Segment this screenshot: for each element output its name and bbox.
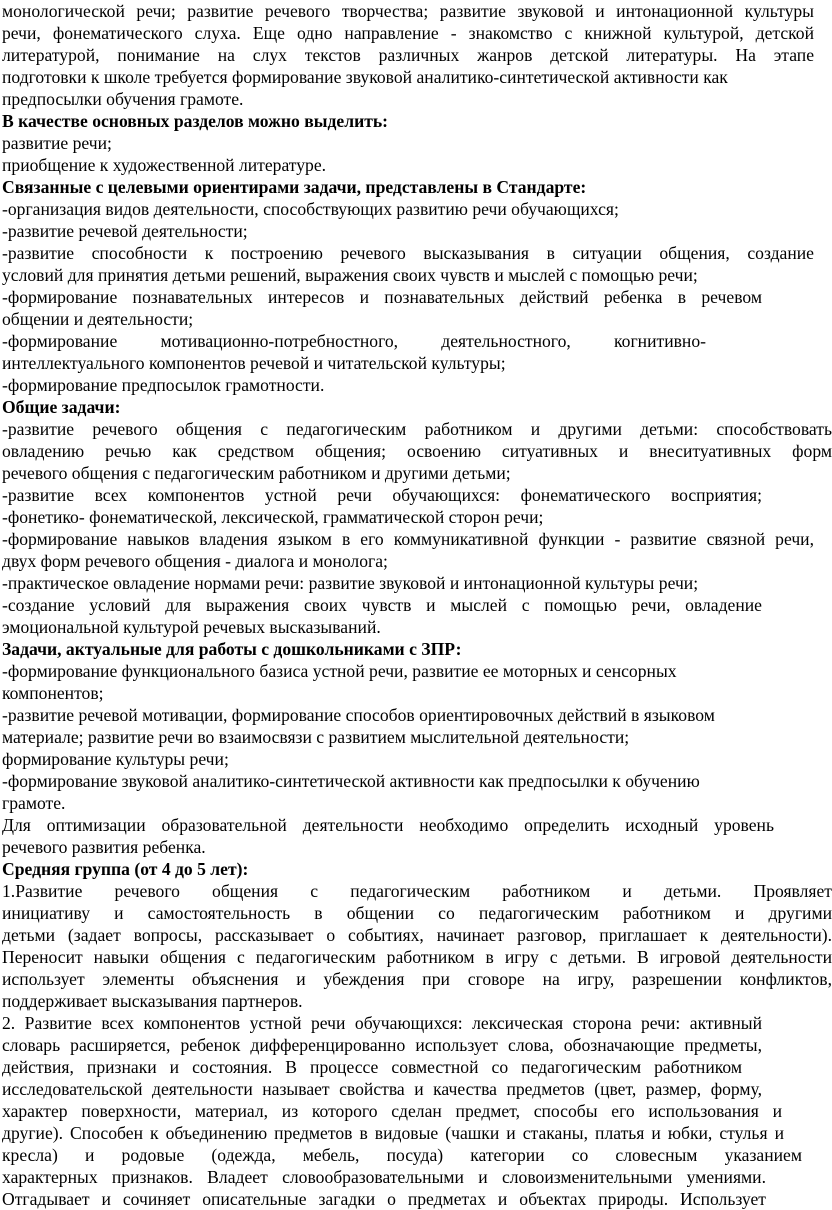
text-line-14: -формирование познавательных интересов и познавательных действий ребенка в речевом (2, 287, 762, 307)
text-line-48: словарь расширяется, ребенок дифференцированно использует слова, обозначающие предметы, (2, 1035, 762, 1055)
text-line-23: -развитие всех компонентов устной речи обучающихся: фонематического восприятия; (2, 485, 762, 505)
text-line-18: -формирование предпосылок грамотности. (2, 375, 325, 395)
text-line-25: -формирование навыков владения языком в его коммуникативной функции - развитие связной речи, (2, 529, 814, 549)
text-line-38: Для оптимизации образовательной деятельности необходимо определить исходный уровень (2, 815, 774, 835)
text-line-45: использует элементы объяснения и убеждения при сговоре на игру, разрешении конфликтов, (2, 969, 832, 989)
text-line-33: -развитие речевой мотивации, формирование способов ориентировочных действий в языковом (2, 705, 715, 725)
text-line-15: общении и деятельности; (2, 309, 194, 329)
text-line-4: подготовки к школе требуется формирование звуковой аналитико-синтетической активности как (2, 67, 728, 87)
section-heading-general-tasks: Общие задачи: (2, 397, 121, 417)
text-line-28: -создание условий для выражения своих чувств и мыслей с помощью речи, овладение (2, 595, 762, 615)
text-line-22: речевого общения с педагогическим работником и другими детьми; (2, 463, 511, 483)
text-line-27: -практическое овладение нормами речи: развитие звуковой и интонационной культуры речи; (2, 573, 699, 593)
text-line-51: характер поверхности, материал, из которого сделан предмет, способы его использования и (2, 1101, 782, 1121)
text-line-2: речи, фонематического слуха. Еще одно направление - знакомство с книжной культурой, детской (2, 23, 814, 43)
text-line-8: приобщение к художественной литературе. (2, 155, 327, 175)
text-line-34: материале; развитие речи во взаимосвязи с развитием мыслительной деятельности; (2, 727, 630, 747)
text-line-43: детьми (задает вопросы, рассказывает о событиях, начинает разговор, приглашает к деятельности). (2, 925, 832, 945)
text-line-11: -развитие речевой деятельности; (2, 221, 248, 241)
text-line-26: двух форм речевого общения - диалога и монолога; (2, 551, 388, 571)
text-line-12: -развитие способности к построению речевого высказывания в ситуации общения, создание (2, 243, 814, 263)
text-line-24: -фонетико- фонематической, лексической, грамматической сторон речи; (2, 507, 544, 527)
text-line-13: условий для принятия детьми решений, выражения своих чувств и мыслей с помощью речи; (2, 265, 698, 285)
text-line-31: -формирование функционального базиса устной речи, развитие ее моторных и сенсорных (2, 661, 677, 681)
text-line-1: монологической речи; развитие речевого творчества; развитие звуковой и интонационной культуры (2, 1, 814, 21)
text-line-49: действия, признаки и состояния. В процессе совместной со педагогическим работником (2, 1057, 742, 1077)
text-line-53: кресла) и родовые (одежда, мебель, посуда) категории со словесным указанием (2, 1145, 802, 1165)
text-line-44: Переносит навыки общения с педагогическим работником в игру с детьми. В игровой деятельности (2, 947, 832, 967)
text-line-10: -организация видов деятельности, способствующих развитию речи обучающихся; (2, 199, 619, 219)
text-line-7: развитие речи; (2, 133, 112, 153)
text-line-32: компонентов; (2, 683, 104, 703)
text-line-29: эмоциональной культурой речевых высказываний. (2, 617, 381, 637)
text-line-21: овладению речью как средством общения; освоению ситуативных и внеситуативных форм (2, 441, 832, 461)
section-heading-main-sections: В качестве основных разделов можно выделить: (2, 111, 389, 131)
section-heading-middle-group: Средняя группа (от 4 до 5 лет): (2, 859, 249, 879)
text-line-46: поддерживает высказывания партнеров. (2, 991, 303, 1011)
text-line-42: инициативу и самостоятельность в общении со педагогическим работником и другими (2, 903, 832, 923)
text-line-52: другие). Способен к объединению предметов в видовые (чашки и стаканы, платья и юбки, стулья и (2, 1123, 784, 1143)
text-line-47: 2. Развитие всех компонентов устной речи обучающихся: лексическая сторона речи: активный (2, 1013, 762, 1033)
text-line-3: литературой, понимание на слух текстов различных жанров детской литературы. На этапе (2, 45, 814, 65)
text-line-17: интеллектуального компонентов речевой и читательской культуры; (2, 353, 506, 373)
text-line-37: грамоте. (2, 793, 66, 813)
text-line-16: -формирование мотивационно-потребностного, деятельностного, когнитивно- (2, 331, 706, 351)
text-line-36: -формирование звуковой аналитико-синтетической активности как предпосылки к обучению (2, 771, 700, 791)
text-line-20: -развитие речевого общения с педагогическим работником и другими детьми: способствовать (2, 419, 832, 439)
text-line-35: формирование культуры речи; (2, 749, 229, 769)
text-line-54: характерных признаков. Владеет словообразовательными и словоизменительными умениями. (2, 1167, 766, 1187)
text-line-39: речевого развития ребенка. (2, 837, 206, 857)
section-heading-zpr-tasks: Задачи, актуальные для работы с дошкольниками с ЗПР: (2, 639, 462, 659)
text-line-5: предпосылки обучения грамоте. (2, 89, 244, 109)
section-heading-standard-tasks: Связанные с целевыми ориентирами задачи, представлены в Стандарте: (2, 177, 587, 197)
text-line-41: 1.Развитие речевого общения с педагогическим работником и детьми. Проявляет (2, 881, 832, 901)
text-line-50: исследовательской деятельности называет свойства и качества предметов (цвет, размер, форму, (2, 1079, 762, 1099)
text-line-55: Отгадывает и сочиняет описательные загадки о предметах и объектах природы. Использует (2, 1189, 766, 1209)
